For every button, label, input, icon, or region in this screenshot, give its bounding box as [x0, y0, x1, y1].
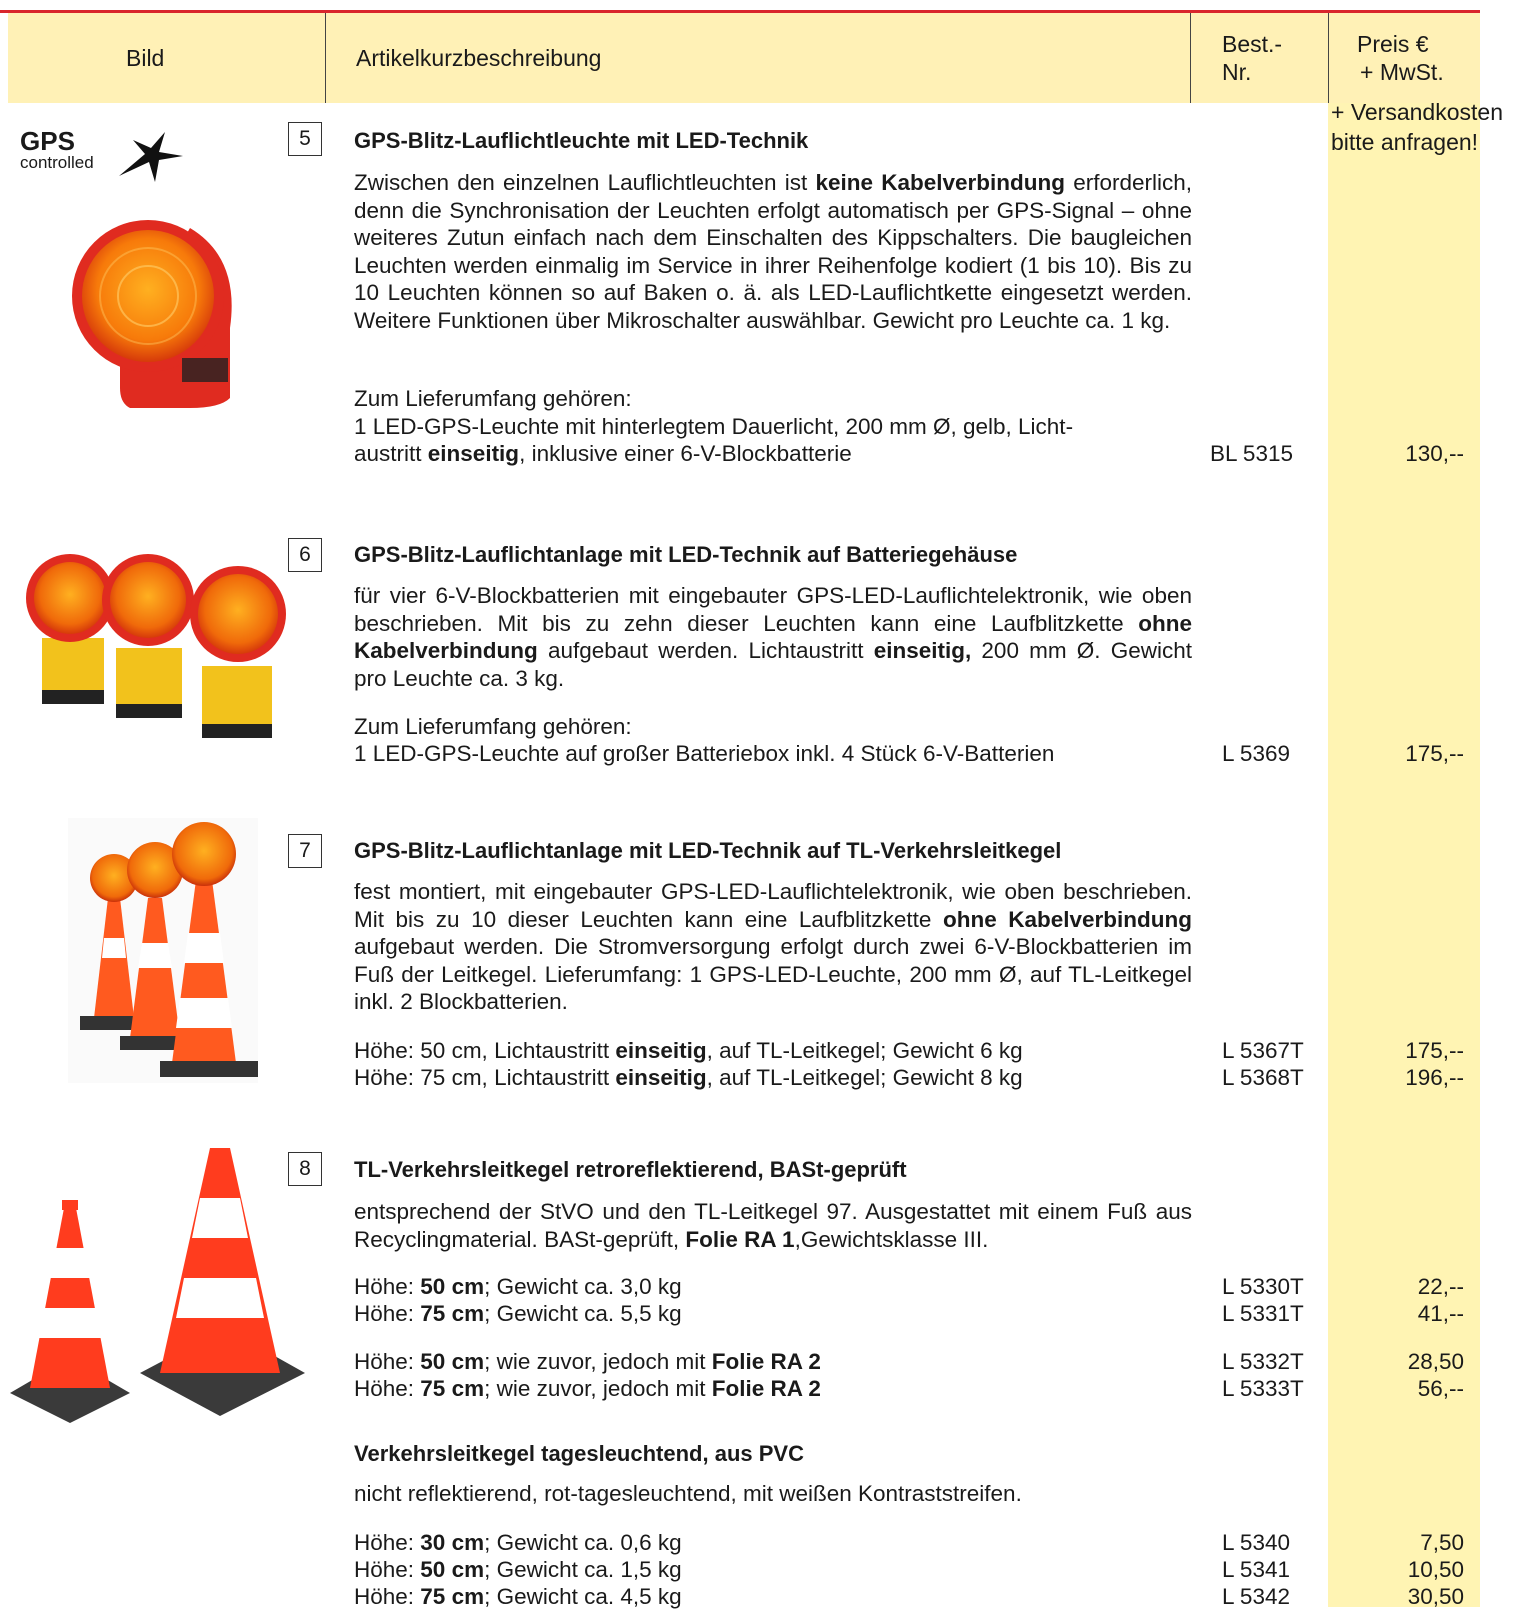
- item-number-badge: 6: [288, 538, 322, 572]
- header-order-number-line1: Best.-: [1222, 31, 1283, 57]
- product-title: TL-Verkehrsleitkegel retroreflektierend, BASt-geprüft: [354, 1157, 907, 1182]
- product-title: GPS-Blitz-Lauflichtleuchte mit LED-Technik: [354, 128, 809, 153]
- header-price-line1: Preis €: [1357, 31, 1429, 57]
- header-order-number-line2: Nr.: [1222, 59, 1252, 85]
- delivery-scope-label: Zum Lieferumfang gehören:: [354, 386, 632, 411]
- product-description: entsprechend der StVO und den TL-Leitkegel 97. Ausgestattet mit einem Fuß aus Recyclingmaterial. BASt-geprüft, Folie RA 1,Gewichtsklasse III.: [354, 1199, 1192, 1252]
- price: 10,50: [1407, 1557, 1464, 1582]
- column-divider: [325, 13, 326, 103]
- column-divider: [1328, 13, 1329, 103]
- price: 130,--: [1405, 441, 1464, 466]
- product-description: fest montiert, mit eingebauter GPS-LED-Lauflichtelektronik, wie oben beschrieben. Mit bis zu 10 dieser Leuchten kann eine Laufblitzkette ohne Kabelverbindung aufgebaut werden. Die Stromversorgung erfolgt durch zwei 6-V-Blockbatterien im Fuß der Leitkegel. Lieferumfang: 1 GPS-LED-Leuchte, 200 mm Ø, auf TL-Leitkegel inkl. 2 Blockbatterien.: [354, 879, 1192, 1014]
- variant-row: Höhe: 75 cm, Lichtaustritt einseitig, auf TL-Leitkegel; Gewicht 8 kg: [354, 1065, 1023, 1090]
- variant-row: Höhe: 50 cm, Lichtaustritt einseitig, auf TL-Leitkegel; Gewicht 6 kg: [354, 1038, 1023, 1063]
- tl-traffic-cones-image: [10, 1148, 305, 1423]
- variant-row: Höhe: 50 cm; wie zuvor, jedoch mit Folie RA 2: [354, 1349, 821, 1374]
- gps-logo-subtext: controlled: [20, 153, 94, 172]
- delivery-scope-line: 1 LED-GPS-Leuchte mit hinterlegtem Dauerlicht, 200 mm Ø, gelb, Licht-: [354, 414, 1074, 439]
- shipping-note-line1: + Versandkosten: [1331, 99, 1503, 125]
- order-number: BL 5315: [1210, 441, 1293, 466]
- price: 30,50: [1407, 1584, 1464, 1609]
- order-number: L 5340: [1222, 1530, 1290, 1555]
- gps-flash-light-image: [70, 218, 240, 410]
- price: 7,50: [1420, 1530, 1464, 1555]
- product-description: nicht reflektierend, rot-tagesleuchtend, mit weißen Kontraststreifen.: [354, 1481, 1022, 1506]
- gps-lights-on-traffic-cones-image: [68, 818, 258, 1083]
- price: 28,50: [1407, 1349, 1464, 1374]
- price: 175,--: [1405, 741, 1464, 766]
- order-number: L 5332T: [1222, 1349, 1304, 1374]
- product-title: GPS-Blitz-Lauflichtanlage mit LED-Technik auf TL-Verkehrsleitkegel: [354, 838, 1062, 863]
- item-number-badge: 7: [288, 834, 322, 868]
- table-header: [8, 13, 1480, 103]
- order-number: L 5341: [1222, 1557, 1290, 1582]
- order-number: L 5369: [1222, 741, 1290, 766]
- satellite-icon: [115, 128, 187, 184]
- product-title: Verkehrsleitkegel tagesleuchtend, aus PVC: [354, 1441, 804, 1466]
- price: 41,--: [1417, 1301, 1464, 1326]
- order-number: L 5368T: [1222, 1065, 1304, 1090]
- variant-row: Höhe: 30 cm; Gewicht ca. 0,6 kg: [354, 1530, 682, 1555]
- header-price-line2: + MwSt.: [1360, 59, 1444, 85]
- order-number: L 5331T: [1222, 1301, 1304, 1326]
- item-number-badge: 8: [288, 1152, 322, 1186]
- price: 56,--: [1417, 1376, 1464, 1401]
- order-number: L 5367T: [1222, 1038, 1304, 1063]
- price: 175,--: [1405, 1038, 1464, 1063]
- header-image-label: Bild: [126, 45, 165, 71]
- price: 22,--: [1417, 1274, 1464, 1299]
- order-number: L 5333T: [1222, 1376, 1304, 1401]
- variant-row: Höhe: 75 cm; Gewicht ca. 5,5 kg: [354, 1301, 682, 1326]
- order-number: L 5330T: [1222, 1274, 1304, 1299]
- shipping-note-line2: bitte anfragen!: [1331, 129, 1479, 155]
- variant-row: Höhe: 50 cm; Gewicht ca. 1,5 kg: [354, 1557, 682, 1582]
- header-description-label: Artikelkurzbeschreibung: [356, 45, 602, 71]
- order-number: L 5342: [1222, 1584, 1290, 1609]
- price: 196,--: [1405, 1065, 1464, 1090]
- variant-row: Höhe: 50 cm; Gewicht ca. 3,0 kg: [354, 1274, 682, 1299]
- gps-lights-on-battery-box-image: [20, 540, 300, 740]
- gps-logo-text: GPS: [20, 126, 75, 156]
- product-title: GPS-Blitz-Lauflichtanlage mit LED-Technik auf Batteriegehäuse: [354, 542, 1018, 567]
- shipping-note: [1331, 97, 1503, 157]
- item-number-badge: 5: [288, 122, 322, 156]
- column-divider: [1190, 13, 1191, 103]
- delivery-scope-line: austritt einseitig, inklusive einer 6-V-Blockbatterie: [354, 441, 852, 466]
- product-description: für vier 6-V-Blockbatterien mit eingebauter GPS-LED-Lauflichtelektronik, wie oben beschrieben. Mit bis zu zehn dieser Leuchten kann eine Laufblitzkette ohne Kabelverbindung aufgebaut werden. Lichtaustritt einseitig, 200 mm Ø. Gewicht pro Leuchte ca. 3 kg.: [354, 583, 1193, 691]
- delivery-scope-label: Zum Lieferumfang gehören:: [354, 714, 632, 739]
- gps-logo: [20, 128, 94, 172]
- product-description: Zwischen den einzelnen Lauflichtleuchten ist keine Kabelverbindung erforderlich, denn die Synchronisation der Leuchten erfolgt automatisch per GPS-Signal – ohne weiteres Zutun einfach nach dem Einschalten des Kippschalters. Die baugleichen Leuchten werden einmalig im Service in ihrer Reihenfolge kodiert (1 bis 10). Bis zu 10 Leuchten können so auf Baken o. ä. als LED-Lauflichtkette eingesetzt werden. Weitere Funktionen über Mikroschalter auswählbar. Gewicht pro Leuchte ca. 1 kg.: [354, 170, 1193, 333]
- delivery-scope-line: 1 LED-GPS-Leuchte auf großer Batteriebox inkl. 4 Stück 6-V-Batterien: [354, 741, 1055, 766]
- variant-row: Höhe: 75 cm; Gewicht ca. 4,5 kg: [354, 1584, 682, 1609]
- variant-row: Höhe: 75 cm; wie zuvor, jedoch mit Folie RA 2: [354, 1376, 821, 1401]
